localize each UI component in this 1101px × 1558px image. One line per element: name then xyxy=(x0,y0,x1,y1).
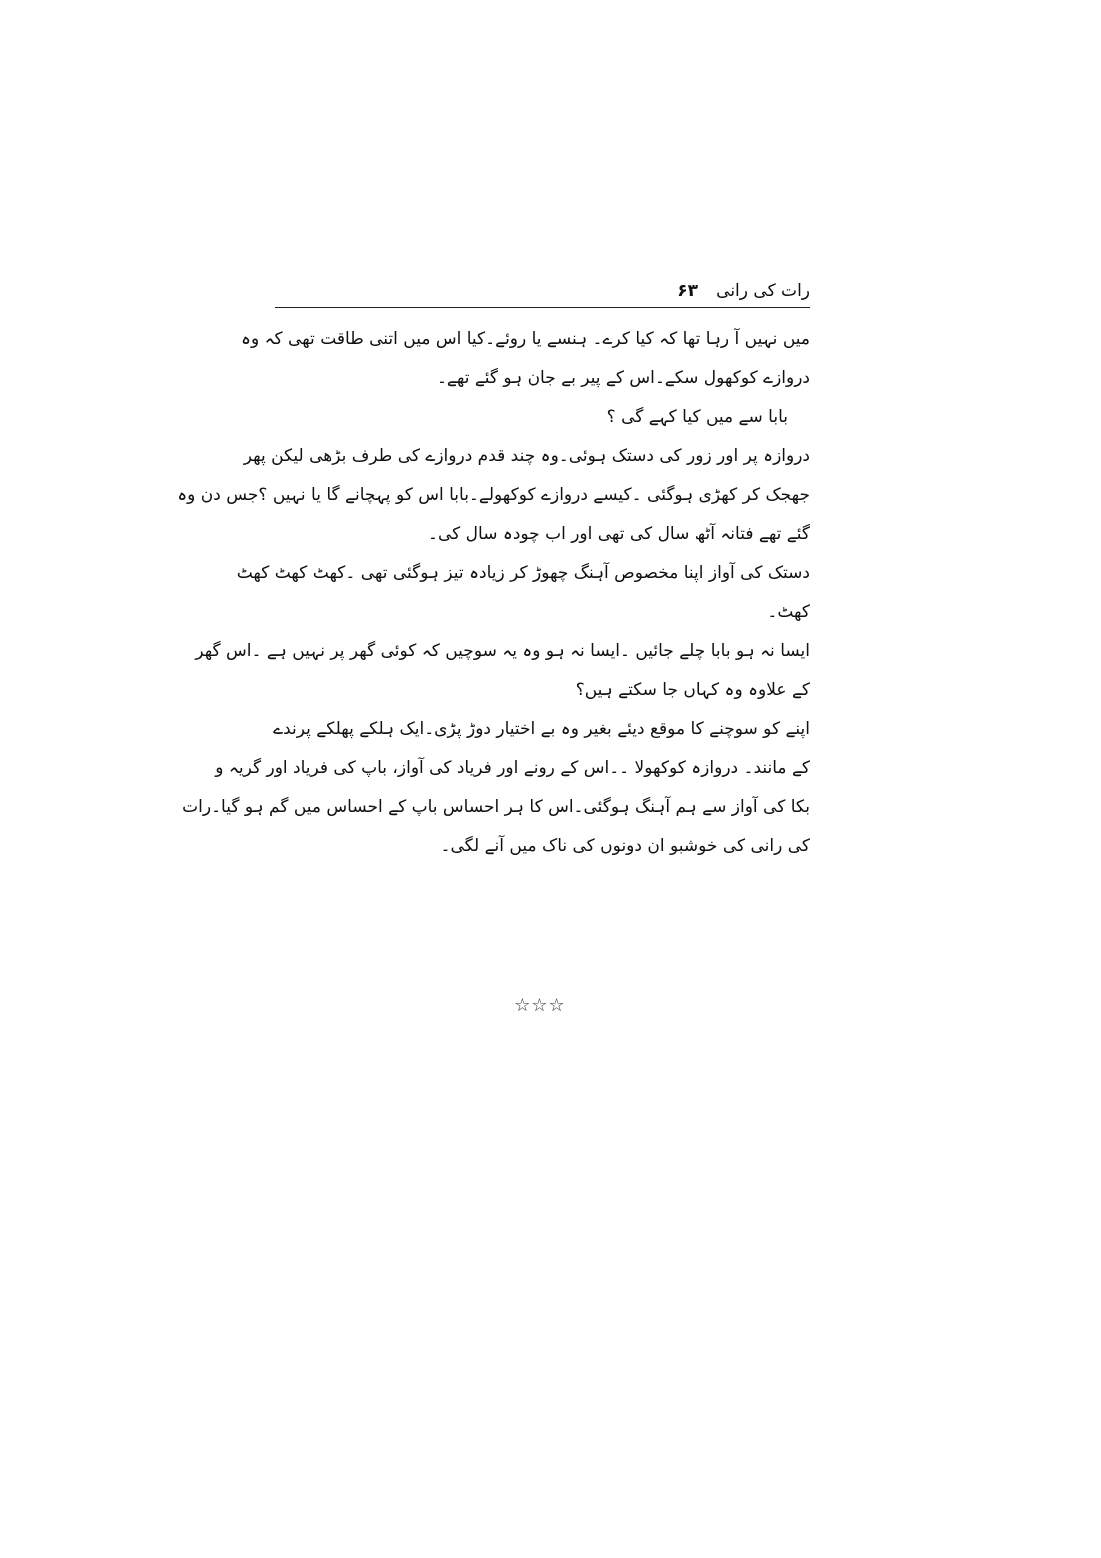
text-line: دروازے کوکھول سکے۔اس کے پیر بے جان ہو گئے تھے۔ xyxy=(436,368,810,388)
text-line: جھجک کر کھڑی ہوگئی ۔کیسے دروازے کوکھولے۔بابا اس کو پہچانے گا یا نہیں ؟جس دن وہ xyxy=(177,485,810,505)
text-line: میں نہیں آ رہا تھا کہ کیا کرے۔ ہنسے یا روئے۔کیا اس میں اتنی طاقت تھی کہ وہ xyxy=(241,329,810,349)
text-line: اپنے کو سوچنے کا موقع دیئے بغیر وہ بے اختیار دوڑ پڑی۔ایک ہلکے پھلکے پرندے xyxy=(273,719,810,739)
text-line: کی رانی کی خوشبو ان دونوں کی ناک میں آنے لگی۔ xyxy=(440,836,810,856)
header-rule xyxy=(275,307,810,308)
text-line: ایسا نہ ہو بابا چلے جائیں ۔ایسا نہ ہو وہ یہ سوچیں کہ کوئی گھر پر نہیں ہے ۔اس گھر xyxy=(195,641,810,661)
text-line: کھٹ۔ xyxy=(767,602,810,622)
book-title: رات کی رانی xyxy=(716,281,810,301)
story-text xyxy=(177,320,810,866)
text-line: بابا سے میں کیا کہے گی ؟ xyxy=(606,407,788,427)
text-line: دروازہ پر اور زور کی دستک ہوئی۔وہ چند قدم دروازے کی طرف بڑھی لیکن پھر xyxy=(243,446,810,466)
text-line: گئے تھے فتانہ آٹھ سال کی تھی اور اب چودہ سال کی۔ xyxy=(428,524,810,544)
text-line: کے مانند۔ دروازہ کوکھولا ۔۔اس کے رونے اور فریاد کی آواز، باپ کی فریاد اور گریہ و xyxy=(215,758,810,778)
text-line: کے علاوہ وہ کہاں جا سکتے ہیں؟ xyxy=(575,680,810,700)
section-break-stars: ☆☆☆ xyxy=(514,995,566,1016)
text-line: بکا کی آواز سے ہم آہنگ ہوگئی۔اس کا ہر احساس باپ کے احساس میں گم ہو گیا۔رات xyxy=(182,797,810,817)
running-header xyxy=(275,272,810,308)
page-number: ۶۳ xyxy=(677,281,698,301)
text-line: دستک کی آواز اپنا مخصوص آہنگ چھوڑ کر زیادہ تیز ہوگئی تھی ۔کھٹ کھٹ کھٹ xyxy=(236,563,810,583)
